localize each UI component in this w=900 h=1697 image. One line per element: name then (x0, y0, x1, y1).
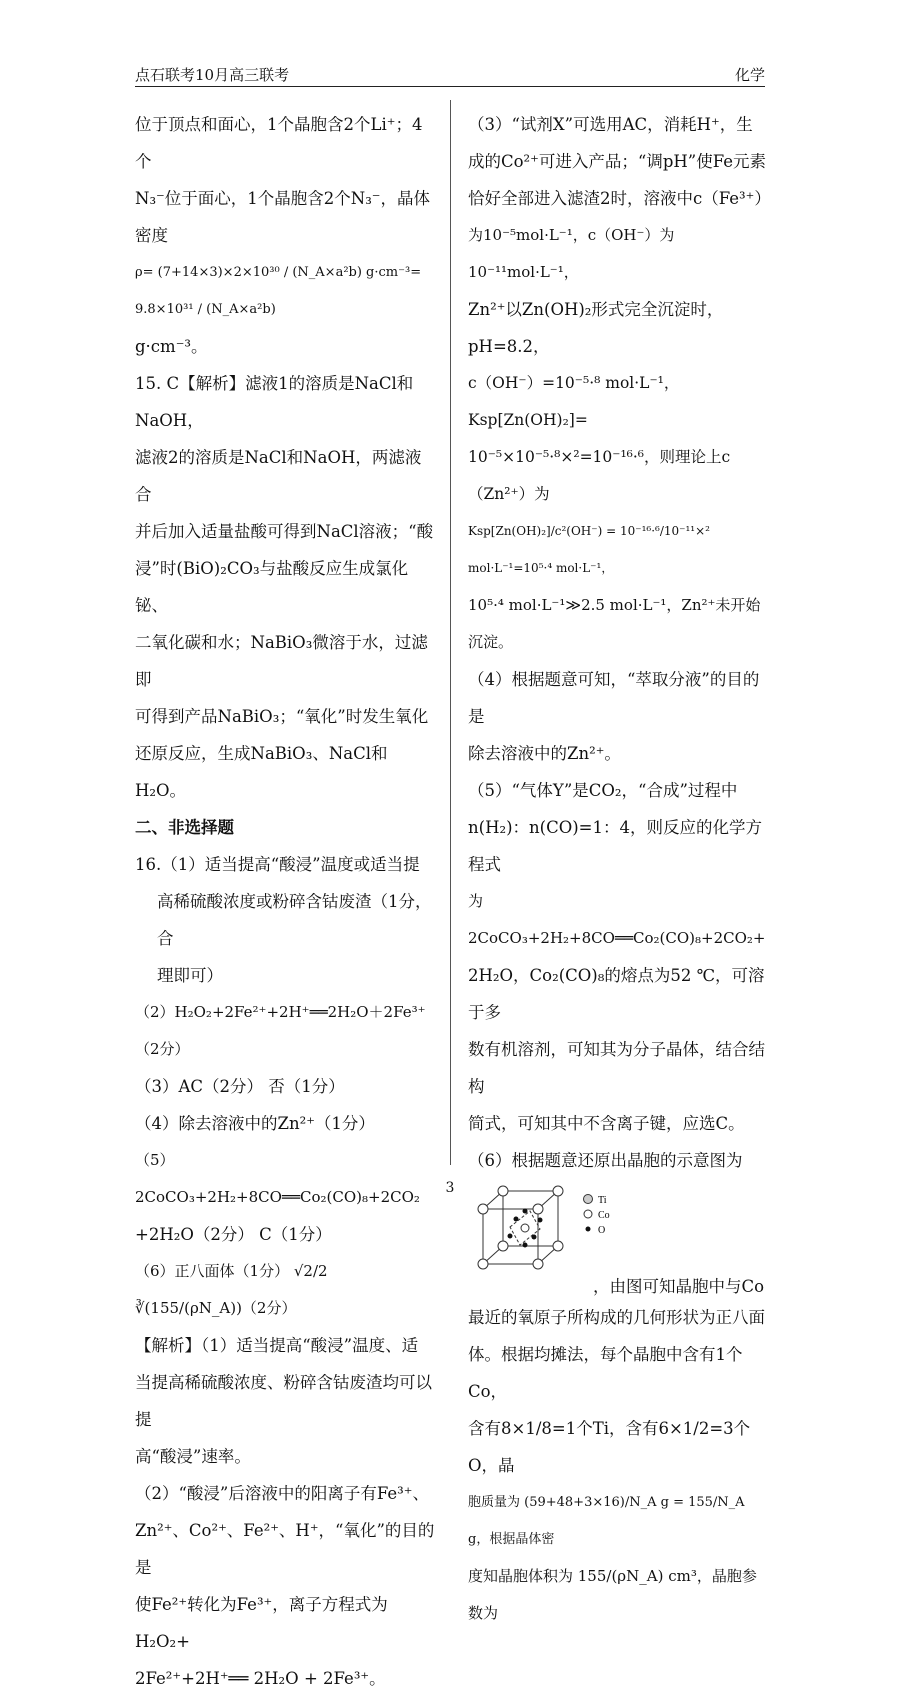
legend-label: O (598, 1225, 606, 1236)
header-left: 点石联考10月高三联考 (135, 66, 290, 84)
text-line: 滤液2的溶质是NaCl和NaOH，两滤液合 (135, 448, 422, 504)
text-line: ，由图可知晶胞中与Co (593, 1277, 765, 1296)
figure-line (468, 1179, 768, 1299)
text-line: 2Fe²⁺+2H⁺══ 2H₂O + 2Fe³⁺。 (135, 1669, 386, 1688)
text-line: N₃⁻位于面心，1个晶胞含2个N₃⁻，晶体密度 (135, 189, 431, 245)
o-atom (508, 1234, 513, 1239)
text-line: 数有机溶剂，可知其为分子晶体，结合结构 (468, 1040, 765, 1096)
o-atom (523, 1209, 528, 1214)
text-line: 还原反应，生成NaBiO₃、NaCl和H₂O。 (135, 744, 388, 800)
text-line: 15. C【解析】滤液1的溶质是NaCl和NaOH， (135, 374, 414, 430)
text-line: 恰好全部进入滤渣2时，溶液中c（Fe³⁺） (468, 189, 771, 208)
text-line: Zn²⁺以Zn(OH)₂形式完全沉淀时，pH=8.2， (468, 300, 724, 356)
text-line: 【解析】（1）适当提高“酸浸”温度、适 (135, 1336, 419, 1355)
text-line: （3）“试剂X”可选用AC，消耗H⁺，生 (468, 115, 753, 134)
text-line: （4）除去溶液中的Zn²⁺（1分） (135, 1114, 375, 1133)
text-line: 体。根据均摊法，每个晶胞中含有1个Co， (468, 1345, 743, 1401)
text-line: c（OH⁻）=10⁻⁵·⁸ mol·L⁻¹，Ksp[Zn(OH)₂]= (468, 374, 680, 429)
text-line: 并后加入适量盐酸可得到NaCl溶液；“酸 (135, 522, 434, 541)
text-line: 含有8×1/8=1个Ti，含有6×1/2=3个O，晶 (468, 1419, 751, 1475)
ti-atom (478, 1259, 488, 1269)
text-line: 10⁻⁵×10⁻⁵·⁸×²=10⁻¹⁶·⁶，则理论上c（Zn²⁺）为 (468, 448, 731, 503)
text-line: 胞质量为 (59+48+3×16)/N_A g = 155/N_A g，根据晶体密 (468, 1495, 745, 1547)
ti-atom (478, 1204, 488, 1214)
text-line: 2H₂O，Co₂(CO)₈的熔点为52 ℃，可溶于多 (468, 966, 765, 1022)
text-line: （4）根据题意可知，“萃取分液”的目的是 (468, 670, 760, 726)
legend-label: Co (598, 1210, 610, 1221)
ti-atom (553, 1241, 563, 1251)
legend-label: Ti (598, 1195, 607, 1206)
o-legend-icon (586, 1227, 591, 1232)
text-line: ρ= (7+14×3)×2×10³⁰ / (N_A×a²b) g·cm⁻³= 9.8×10³¹ / (N_A×a²b) (135, 265, 422, 317)
text-line: （6）根据题意还原出晶胞的示意图为 (468, 1151, 743, 1170)
text-line: 浸”时(BiO)₂CO₃与盐酸反应生成氯化铋、 (135, 559, 409, 615)
co-atom (521, 1224, 529, 1232)
o-atom (538, 1218, 543, 1223)
co-legend-icon (584, 1210, 592, 1218)
text-line: 为10⁻⁵mol·L⁻¹，c（OH⁻）为10⁻¹¹mol·L⁻¹， (468, 226, 675, 281)
o-atom (532, 1235, 537, 1240)
ti-atom (533, 1204, 543, 1214)
page-number: 3 (445, 1180, 455, 1196)
text-line: n(H₂)：n(CO)=1：4，则反应的化学方程式 (468, 818, 762, 874)
right-column (468, 106, 771, 1632)
page-header (135, 62, 765, 87)
text-line: 成的Co²⁺可进入产品；“调pH”使Fe元素 (468, 152, 767, 171)
column-divider (450, 100, 451, 1165)
left-column (135, 106, 437, 1697)
text-line: 16.（1）适当提高“酸浸”温度或适当提 (135, 855, 420, 874)
text-line: （5）“气体Y”是CO₂，“合成”过程中 (468, 781, 738, 800)
text-line: （6）正八面体（1分） √2/2 ∛(155/(ρN_A))（2分） (135, 1262, 328, 1317)
ti-atom (498, 1241, 508, 1251)
text-line: +2H₂O（2分） C（1分） (135, 1225, 332, 1244)
text-line: 高“酸浸”速率。 (135, 1447, 251, 1466)
text-line: Zn²⁺、Co²⁺、Fe²⁺、H⁺，“氧化”的目的是 (135, 1521, 435, 1577)
header-right: 化学 (734, 66, 765, 84)
o-atom (514, 1217, 519, 1222)
text-line: 当提高稀硫酸浓度、粉碎含钴废渣均可以提 (135, 1373, 432, 1429)
text-line: 除去溶液中的Zn²⁺。 (468, 744, 621, 763)
text-line: 最近的氧原子所构成的几何形状为正八面 (468, 1308, 765, 1327)
o-atom (523, 1243, 528, 1248)
text-line: 位于顶点和面心，1个晶胞含2个Li⁺；4个 (135, 115, 423, 171)
text-line: 度知晶胞体积为 155/(ρN_A) cm³，晶胞参数为 (468, 1567, 757, 1622)
text-line: Ksp[Zn(OH)₂]/c²(OH⁻) = 10⁻¹⁶·⁶/10⁻¹¹×² mol·L⁻¹=10⁵·⁴ mol·L⁻¹， (468, 524, 710, 575)
text-line: （5） 2CoCO₃+2H₂+8CO══Co₂(CO)₈+2CO₂ (135, 1151, 420, 1206)
text-line: 10⁵·⁴ mol·L⁻¹≫2.5 mol·L⁻¹，Zn²⁺未开始沉淀。 (468, 596, 761, 651)
section-heading: 二、非选择题 (135, 818, 234, 837)
text-line: （2）H₂O₂+2Fe²⁺+2H⁺══2H₂O＋2Fe³⁺（2分） (135, 1003, 426, 1058)
text-line: 高稀硫酸浓度或粉碎含钴废渣（1分，合 (157, 892, 432, 948)
text-line: 为 2CoCO₃+2H₂+8CO══Co₂(CO)₈+2CO₂+ (468, 892, 766, 947)
text-line: g·cm⁻³。 (135, 337, 208, 356)
text-line: 二氧化碳和水；NaBiO₃微溶于水，过滤即 (135, 633, 428, 689)
text-line: 理即可） (157, 966, 223, 985)
text-line: （3）AC（2分） 否（1分） (135, 1077, 345, 1096)
ti-atom (533, 1259, 543, 1269)
text-line: 可得到产品NaBiO₃；“氧化”时发生氧化 (135, 707, 429, 726)
text-line: 简式，可知其中不含离子键，应选C。 (468, 1114, 745, 1133)
text-line: （2）“酸浸”后溶液中的阳离子有Fe³⁺、 (135, 1484, 430, 1503)
text-line: 使Fe²⁺转化为Fe³⁺，离子方程式为H₂O₂+ (135, 1595, 388, 1651)
